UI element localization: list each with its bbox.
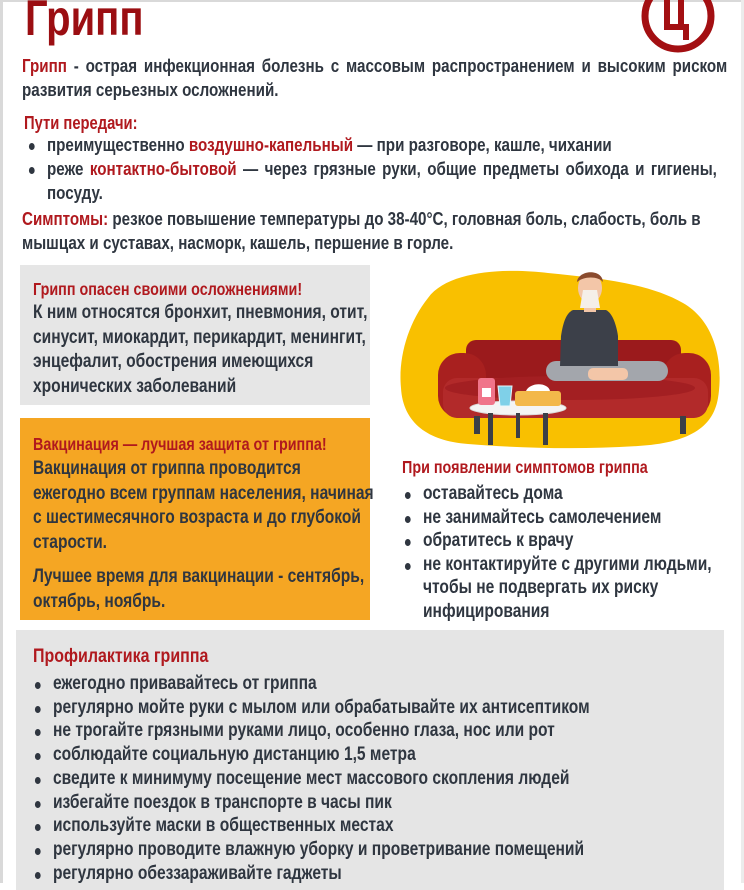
- symptoms-text: резкое повышение температуры до 38-40°С, головная боль, слабость, боль в мышцах и суставах, насморк, кашель, першение в горле.: [22, 208, 701, 253]
- vaccination-best-time: Лучшее время для вакцинации - сентябрь, октябрь, ноябрь.: [33, 566, 365, 612]
- intro-text: - острая инфекционная болезнь с массовым распространением и высоким риском развития серьезных осложнений.: [22, 55, 728, 100]
- person-torso: [560, 310, 618, 366]
- table-leg: [488, 413, 493, 445]
- on-symptoms-item: не контактируйте с другими людьми, чтобы не подвергать их риску инфицирования: [400, 553, 714, 624]
- symptoms-label: Симптомы:: [22, 208, 109, 229]
- on-symptoms-item: не занимайтесь самолечением: [400, 506, 744, 530]
- medicine-cross: [482, 388, 491, 397]
- transmission-item-text: — при разговоре, кашле, чихании: [353, 134, 612, 155]
- symptoms-paragraph: [22, 207, 727, 255]
- transmission-list: [24, 133, 717, 205]
- intro-term: Грипп: [22, 55, 67, 76]
- sofa-leg: [474, 416, 480, 434]
- table-leg: [543, 413, 548, 445]
- on-symptoms-list: [400, 482, 744, 623]
- transmission-item-text: реже: [46, 158, 90, 179]
- page-title: Грипп: [25, 0, 144, 46]
- prevention-item: регулярно обеззараживайте гаджеты: [30, 862, 711, 886]
- person-feet: [588, 368, 628, 380]
- prevention-item: регулярно мойте руки с мылом или обрабатывайте их антисептиком: [30, 696, 711, 720]
- prevention-item: соблюдайте социальную дистанцию 1,5 метра: [30, 743, 711, 767]
- prevention-item: ежегодно привавайтесь от гриппа: [30, 672, 711, 696]
- intro-paragraph: [22, 54, 727, 102]
- prevention-item: не трогайте грязными руками лицо, особенно глаза, нос или рот: [30, 719, 711, 743]
- transmission-heading: Пути передачи:: [24, 113, 138, 133]
- prevention-item: регулярно проводите влажную уборку и проветривание помещений: [30, 838, 711, 862]
- sofa-leg: [680, 416, 686, 434]
- page-border-left: [0, 0, 3, 883]
- transmission-item: [24, 157, 717, 205]
- complications-text: К ним относятся бронхит, пневмония, отит, синусит, миокардит, перикардит, менингит, энцефалит, обострения имеющихся хронических заболеваний: [33, 302, 368, 397]
- on-symptoms-heading: При появлении симптомов гриппа: [402, 457, 648, 477]
- transmission-item-text: — через грязные руки, общие предметы обихода и гигиены, посуду.: [46, 158, 717, 203]
- on-symptoms-item: оставайтесь дома: [400, 482, 744, 506]
- sick-person-illustration: [398, 258, 728, 453]
- prevention-item: сведите к минимуму посещение мест массового скопления людей: [30, 767, 711, 791]
- transmission-item-text: преимущественно: [46, 134, 189, 155]
- logo-letter-tse: [664, 0, 689, 40]
- complications-heading: Грипп опасен своими осложнениями!: [33, 279, 303, 299]
- prevention-list: [30, 672, 711, 885]
- prevention-item: избегайте поездок в транспорте в часы пик: [30, 791, 711, 815]
- prevention-heading: Профилактика гриппа: [33, 645, 209, 667]
- on-symptoms-item: обратитесь к врачу: [400, 529, 744, 553]
- table-leg: [516, 413, 520, 438]
- vaccination-text: Вакцинация от гриппа проводится ежегодно всем группам населения, начиная с шестимесячного возраста и до глубокой старости.: [33, 458, 374, 553]
- prevention-item: используйте маски в общественных местах: [30, 814, 711, 838]
- vaccination-heading: Вакцинация — лучшая защита от гриппа!: [33, 434, 327, 454]
- person-hands-tissue: [580, 290, 600, 308]
- water-glass: [498, 386, 512, 406]
- transmission-item-highlight: контактно-бытовой: [89, 158, 237, 179]
- transmission-item: [24, 133, 717, 157]
- transmission-item-highlight: воздушно-капельный: [188, 134, 354, 155]
- logo-icon: [640, 0, 716, 54]
- tissue-box: [515, 391, 561, 406]
